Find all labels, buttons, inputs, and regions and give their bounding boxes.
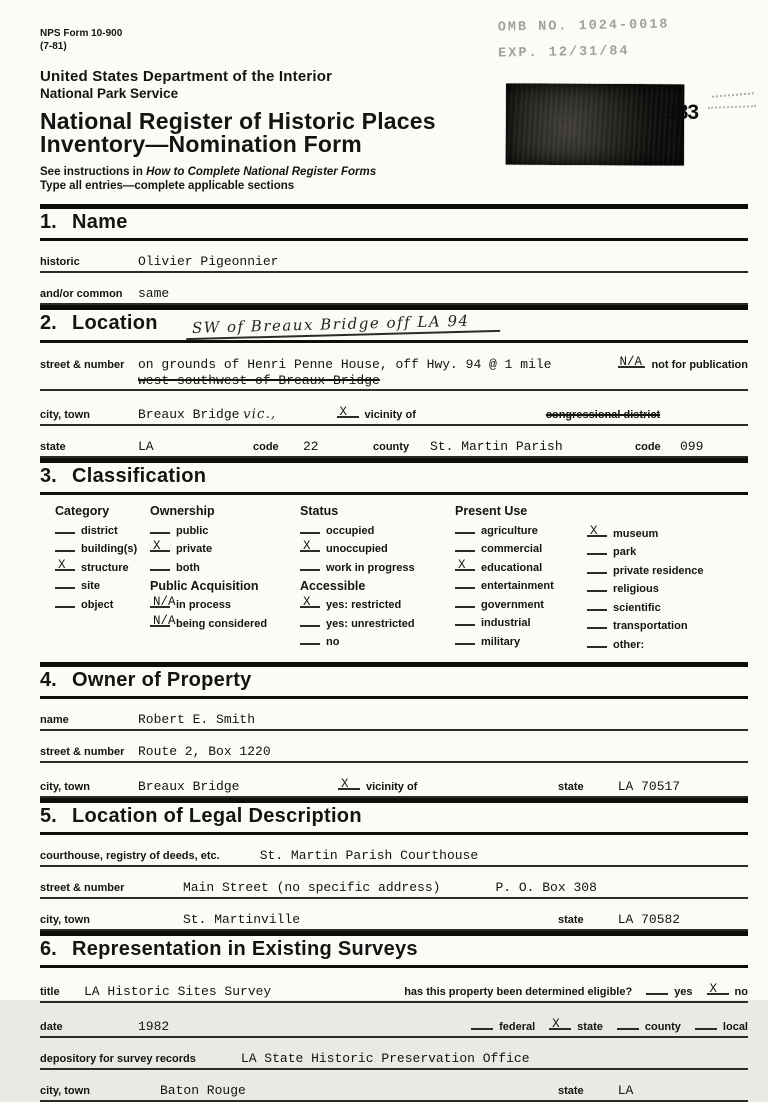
- blank-line[interactable]: [549, 1016, 571, 1030]
- blank-line[interactable]: [587, 636, 607, 648]
- check-mark: X: [458, 557, 466, 572]
- item-label: other:: [613, 638, 645, 651]
- section-number: 4.: [40, 668, 57, 691]
- county-code-value[interactable]: 099: [680, 439, 704, 454]
- classification-item: [455, 577, 587, 592]
- handwritten-location-note: SW of Breaux Bridge off LA 94: [186, 311, 500, 340]
- classification-item: [300, 633, 455, 648]
- check-mark: X: [58, 557, 66, 572]
- present-use-column-1: [455, 504, 587, 651]
- item-label: public: [176, 524, 209, 537]
- instructions-line1: [40, 166, 768, 178]
- classification-item: [587, 543, 748, 558]
- x-mark: X: [552, 1016, 560, 1031]
- check-mark: X: [153, 539, 161, 553]
- field-label: state: [40, 441, 66, 453]
- blank-line[interactable]: [455, 559, 475, 571]
- field-label: date: [40, 1020, 63, 1033]
- state-group: [558, 912, 748, 927]
- owner-city-value[interactable]: Breaux Bridge: [138, 778, 240, 794]
- field-row-survey-city: [40, 1070, 748, 1102]
- blank-line[interactable]: [300, 540, 320, 552]
- blank-line[interactable]: [707, 981, 729, 995]
- omb-approval-stamp: [498, 13, 671, 67]
- section-title: Representation in Existing Surveys: [72, 937, 418, 960]
- item-label: educational: [481, 561, 543, 574]
- column-header: Present Use: [455, 504, 528, 518]
- survey-level-group: [471, 1016, 748, 1033]
- blank-line[interactable]: [455, 596, 475, 608]
- item-label: religious: [613, 583, 659, 595]
- section-number: 6.: [40, 937, 57, 960]
- section-5-heading: [40, 798, 748, 835]
- vicinity-of-label: vicinity of: [364, 409, 416, 421]
- section-title: Owner of Property: [72, 668, 252, 691]
- vicinity-of-label: vicinity of: [366, 780, 418, 793]
- item-label: transportation: [613, 620, 688, 632]
- field-label: city, town: [40, 409, 90, 421]
- state-label: state: [558, 913, 584, 926]
- section-6-heading: [40, 931, 748, 968]
- no-label: no: [734, 985, 748, 998]
- field-label: street & number: [40, 881, 125, 894]
- public-acquisition-header: Public Acquisition: [150, 578, 259, 593]
- page-title-line2: Inventory—Nomination Form: [40, 131, 362, 157]
- column-header: Category: [55, 504, 110, 518]
- field-row-depository: [40, 1038, 748, 1070]
- owner-street-value[interactable]: Route 2, Box 1220: [138, 743, 271, 759]
- section-title: Classification: [72, 465, 207, 487]
- field-row-street-number: [40, 343, 748, 391]
- form-number-line2: (7-81): [40, 41, 67, 52]
- bureau-name: National Park Service: [40, 86, 179, 101]
- state-label: state: [558, 780, 584, 793]
- instructions-line2: Type all entries—complete applicable sections: [40, 180, 295, 192]
- classification-grid: [40, 495, 748, 662]
- section-number: 3.: [40, 465, 57, 487]
- field-row-owner-city: [40, 763, 748, 798]
- field-label: courthouse, registry of deeds, etc.: [40, 849, 220, 862]
- check-mark: X: [590, 523, 598, 538]
- code-label: code: [253, 441, 279, 453]
- date-received-stamp: [506, 84, 684, 166]
- agency-name: United States Department of the Interior: [40, 68, 333, 85]
- classification-item: [150, 596, 300, 611]
- classification-item: [150, 615, 300, 630]
- blank-line[interactable]: [300, 633, 320, 645]
- classification-item: [300, 559, 455, 574]
- category-column: [55, 504, 150, 651]
- blank-line[interactable]: [587, 599, 607, 611]
- form-body: [40, 204, 748, 1102]
- item-label: both: [176, 561, 200, 574]
- section-title: Location: [72, 312, 158, 334]
- classification-item: [150, 559, 300, 574]
- classification-item: [455, 596, 587, 611]
- blank-line[interactable]: [587, 617, 607, 629]
- section-number: 2.: [40, 312, 57, 334]
- blank-line[interactable]: [300, 559, 320, 571]
- classification-item: [587, 599, 748, 614]
- federal-label: federal: [499, 1020, 536, 1033]
- classification-item: [455, 633, 587, 648]
- field-row-survey-date: [40, 1003, 748, 1038]
- survey-city-value[interactable]: Baton Rouge: [160, 1082, 246, 1098]
- x-mark: X: [709, 981, 718, 996]
- check-mark: X: [303, 595, 311, 609]
- item-label: military: [481, 635, 521, 648]
- accessible-header: Accessible: [300, 578, 366, 593]
- blank-line[interactable]: [471, 1016, 493, 1030]
- classification-item: [455, 614, 587, 629]
- item-label: industrial: [481, 617, 531, 629]
- handwritten-vicinity-abbrev: vic.,: [243, 405, 277, 423]
- field-label: city, town: [40, 1084, 90, 1097]
- item-label: district: [81, 524, 118, 537]
- legal-state-value[interactable]: LA 70582: [617, 911, 681, 927]
- field-label: street & number: [40, 745, 125, 758]
- survey-title-value[interactable]: LA Historic Sites Survey: [84, 983, 272, 999]
- field-label: title: [40, 985, 60, 998]
- field-row-courthouse: [40, 835, 748, 867]
- field-row-common-name: [40, 273, 748, 305]
- state-value[interactable]: LA: [138, 439, 154, 454]
- blank-line[interactable]: [338, 776, 360, 790]
- field-label: and/or common: [40, 288, 123, 300]
- blank-line[interactable]: [150, 595, 176, 609]
- classification-item: [55, 596, 150, 611]
- survey-date-value[interactable]: 1982: [138, 1018, 170, 1034]
- blank-line[interactable]: [300, 522, 320, 534]
- state-label: state: [558, 1084, 584, 1097]
- blank-line[interactable]: [55, 596, 75, 608]
- yes-label: yes: [674, 985, 693, 998]
- classification-item: [455, 559, 587, 574]
- field-label: street & number: [40, 359, 125, 371]
- street-number-value-line1[interactable]: on grounds of Henri Penne House, off Hwy. 94 @ 1 mile: [138, 357, 552, 372]
- item-label: building(s): [81, 543, 138, 555]
- street-number-value-line2-struck: west southwest of Breaux Bridge: [138, 373, 380, 388]
- county-label: county: [373, 441, 410, 453]
- na-mark: N/A: [153, 613, 176, 628]
- blank-line[interactable]: [55, 577, 75, 589]
- classification-item: [55, 559, 150, 574]
- item-label: unoccupied: [326, 543, 388, 555]
- county-level-label: county: [644, 1020, 681, 1033]
- classification-item: [150, 540, 300, 555]
- item-label: site: [81, 580, 100, 592]
- instructions-prefix: See instructions in: [40, 166, 147, 178]
- blank-line[interactable]: [455, 540, 475, 552]
- field-row-legal-city: [40, 899, 748, 931]
- field-label: depository for survey records: [40, 1052, 196, 1065]
- section-4-heading: [40, 662, 748, 699]
- section-1-heading: [40, 204, 748, 241]
- classification-item: [587, 636, 748, 651]
- section-2-heading: [40, 305, 748, 343]
- classification-item: [455, 540, 587, 555]
- item-label: yes: unrestricted: [326, 617, 415, 630]
- classification-item: [300, 540, 455, 555]
- item-label: entertainment: [481, 580, 554, 592]
- section-title: Location of Legal Description: [72, 804, 362, 827]
- blank-line[interactable]: [617, 1016, 639, 1030]
- ownership-column: [150, 504, 300, 651]
- field-label: city, town: [40, 913, 90, 926]
- item-label: in process: [176, 599, 232, 611]
- blank-line[interactable]: [455, 577, 475, 589]
- form-header: [0, 0, 768, 192]
- blank-line[interactable]: [150, 522, 170, 534]
- field-row-historic: [40, 241, 748, 273]
- eligible-group: [404, 981, 748, 998]
- blank-line[interactable]: [300, 596, 320, 608]
- item-label: object: [81, 598, 114, 611]
- courthouse-value[interactable]: St. Martin Parish Courthouse: [259, 847, 479, 863]
- blank-line[interactable]: [337, 404, 359, 418]
- na-mark: N/A: [153, 595, 176, 609]
- section-3-heading: [40, 458, 748, 495]
- classification-item: [587, 525, 748, 540]
- classification-item: [55, 540, 150, 555]
- blank-line[interactable]: [646, 981, 668, 995]
- depository-value[interactable]: LA State Historic Preservation Office: [240, 1050, 530, 1066]
- status-column: [300, 504, 455, 651]
- classification-item: [55, 577, 150, 592]
- page-title-line1: National Register of Historic Places: [40, 108, 436, 134]
- item-label: work in progress: [326, 561, 415, 574]
- field-label: city, town: [40, 780, 90, 793]
- item-label: no: [326, 636, 340, 648]
- present-use-column-2: [587, 504, 748, 651]
- field-row-state-county: [40, 426, 748, 458]
- blank-line[interactable]: [618, 354, 645, 368]
- blank-line[interactable]: [455, 614, 475, 626]
- field-row-survey-title: [40, 968, 748, 1003]
- classification-item: [587, 562, 748, 577]
- blank-line[interactable]: [455, 522, 475, 534]
- classification-item: [455, 522, 587, 537]
- local-level-label: local: [722, 1020, 748, 1033]
- x-mark: X: [339, 405, 348, 419]
- omb-number: OMB NO. 1024-0018: [497, 17, 670, 36]
- blank-line[interactable]: [55, 540, 75, 552]
- item-label: occupied: [326, 524, 375, 537]
- historic-name-value[interactable]: Olivier Pigeonnier: [138, 254, 279, 269]
- classification-item: [587, 580, 748, 595]
- blank-line[interactable]: [455, 633, 475, 645]
- item-label: government: [481, 598, 544, 611]
- item-label: commercial: [481, 543, 543, 555]
- state-group: [558, 1083, 748, 1098]
- blank-line[interactable]: [150, 559, 170, 571]
- legal-city-value[interactable]: St. Martinville: [183, 911, 301, 927]
- item-label: park: [613, 546, 637, 558]
- section-title: Name: [72, 211, 128, 233]
- state-group: [558, 779, 748, 794]
- item-label: yes: restricted: [326, 599, 402, 611]
- blank-line[interactable]: [695, 1016, 717, 1030]
- stamp-year: 983: [666, 101, 699, 124]
- classification-item: [300, 596, 455, 611]
- section-number: 1.: [40, 211, 57, 233]
- column-header: Status: [300, 504, 339, 518]
- owner-state-value[interactable]: LA 70517: [617, 778, 681, 794]
- owner-name-value[interactable]: Robert E. Smith: [138, 711, 256, 727]
- classification-item: [55, 522, 150, 537]
- field-label: name: [40, 713, 69, 726]
- blank-line[interactable]: [55, 559, 75, 571]
- blank-line[interactable]: [55, 522, 75, 534]
- item-label: scientific: [613, 601, 661, 614]
- instructions-booklet-title: How to Complete National Register Forms: [146, 166, 377, 178]
- congressional-district-label-struck: congressional district: [545, 409, 661, 421]
- legal-street-value[interactable]: Main Street (no specific address): [183, 879, 441, 895]
- item-label: being considered: [176, 617, 268, 630]
- check-mark: X: [303, 539, 311, 553]
- common-name-value[interactable]: same: [138, 286, 170, 301]
- blank-line[interactable]: [587, 543, 607, 555]
- classification-item: [150, 522, 300, 537]
- state-level-label: state: [577, 1020, 603, 1033]
- handwritten-marks: [702, 86, 760, 120]
- blank-line[interactable]: [587, 580, 607, 592]
- code-label: code: [635, 441, 661, 453]
- item-label: agriculture: [481, 524, 538, 537]
- blank-line[interactable]: [300, 615, 320, 627]
- state-code-value[interactable]: 22: [303, 439, 319, 454]
- blank-line[interactable]: [587, 562, 607, 574]
- item-label: private residence: [613, 564, 704, 577]
- field-row-owner-street: [40, 731, 748, 763]
- classification-item: [300, 522, 455, 537]
- blank-line[interactable]: [587, 525, 607, 537]
- classification-item: [300, 615, 455, 630]
- field-row-legal-street: [40, 867, 748, 899]
- form-number-line1: NPS Form 10-900: [40, 28, 123, 39]
- field-row-city-town: [40, 391, 748, 426]
- county-value[interactable]: St. Martin Parish: [430, 439, 563, 454]
- omb-expiration: EXP. 12/31/84: [498, 43, 630, 62]
- item-label: private: [176, 543, 213, 555]
- item-label: structure: [81, 561, 129, 574]
- blank-line[interactable]: [150, 613, 176, 628]
- x-mark: X: [341, 776, 349, 791]
- survey-state-value[interactable]: LA: [617, 1082, 634, 1098]
- section-number: 5.: [40, 804, 57, 827]
- na-mark: N/A: [619, 355, 642, 369]
- item-label: museum: [613, 527, 659, 540]
- city-town-value[interactable]: Breaux Bridge: [138, 407, 240, 422]
- blank-line[interactable]: [150, 540, 170, 552]
- field-label: historic: [40, 256, 80, 268]
- legal-po-box-value[interactable]: P. O. Box 308: [495, 879, 597, 895]
- column-header: Ownership: [150, 504, 215, 518]
- classification-item: [587, 617, 748, 632]
- eligible-question: has this property been determined eligible?: [404, 985, 633, 998]
- field-row-owner-name: [40, 699, 748, 731]
- not-for-publication-label: not for publication: [651, 359, 748, 371]
